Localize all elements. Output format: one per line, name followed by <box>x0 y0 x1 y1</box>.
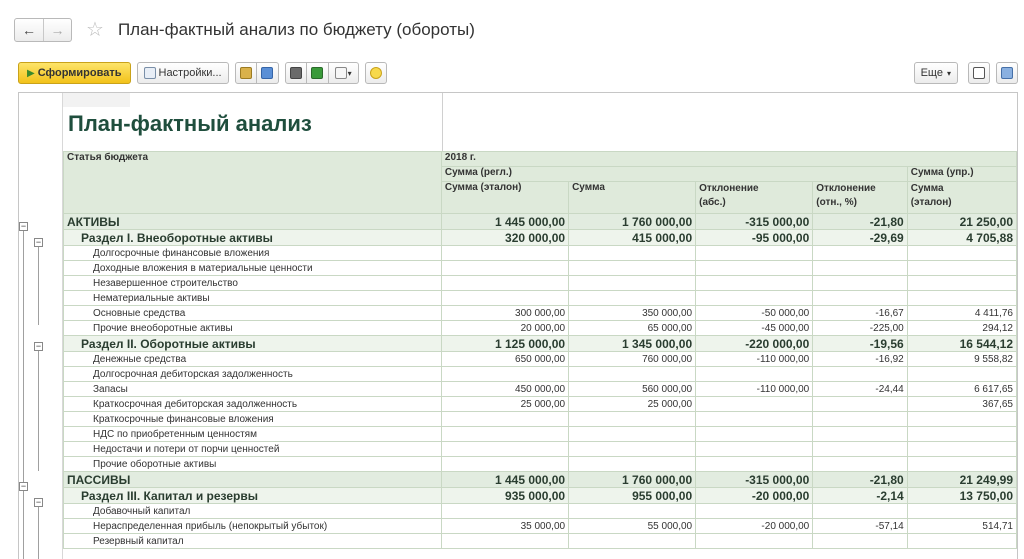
cell-etalon <box>441 457 568 472</box>
printer-icon <box>290 67 302 79</box>
row-label: НДС по приобретенным ценностям <box>64 427 442 442</box>
cell-etalon <box>441 412 568 427</box>
export-excel-icon <box>311 67 323 79</box>
cell-etalon: 320 000,00 <box>441 230 568 246</box>
table-row[interactable] <box>64 519 1017 534</box>
cell-mgmt: 4 411,76 <box>907 306 1016 321</box>
cell-dev-abs <box>696 397 813 412</box>
cell-sum: 25 000,00 <box>569 397 696 412</box>
cell-etalon <box>441 246 568 261</box>
cell-etalon <box>441 427 568 442</box>
row-label: Раздел III. Капитал и резервы <box>64 488 442 504</box>
cell-dev-abs: -20 000,00 <box>696 488 813 504</box>
more-button[interactable] <box>914 62 958 84</box>
chevron-down-icon: ▾ <box>347 68 352 78</box>
cell-dev-rel <box>813 246 907 261</box>
forward-button[interactable] <box>43 19 71 41</box>
cell-dev-rel <box>813 534 907 549</box>
cell-sum <box>569 504 696 519</box>
cell-dev-rel <box>813 442 907 457</box>
font-button[interactable] <box>329 62 359 84</box>
table-row[interactable] <box>64 442 1017 457</box>
cell-etalon <box>441 367 568 382</box>
cell-dev-abs <box>696 457 813 472</box>
table-row[interactable] <box>64 352 1017 367</box>
row-label: Прочие внеоборотные активы <box>64 321 442 336</box>
table-row[interactable] <box>64 246 1017 261</box>
table-row[interactable] <box>64 306 1017 321</box>
cell-dev-rel: -21,80 <box>813 472 907 488</box>
cell-dev-rel: -24,44 <box>813 382 907 397</box>
cell-etalon: 935 000,00 <box>441 488 568 504</box>
cell-dev-abs <box>696 291 813 306</box>
cell-etalon <box>441 276 568 291</box>
header-dev-rel: Отклонение (отн., %) <box>813 182 907 214</box>
cell-sum: 760 000,00 <box>569 352 696 367</box>
cell-dev-rel: -16,92 <box>813 352 907 367</box>
cell-mgmt: 21 249,99 <box>907 472 1016 488</box>
cell-dev-abs: -315 000,00 <box>696 214 813 230</box>
cell-dev-rel <box>813 291 907 306</box>
cell-mgmt <box>907 504 1016 519</box>
filter-icon <box>1001 67 1013 79</box>
table-row[interactable] <box>64 276 1017 291</box>
cell-sum <box>569 291 696 306</box>
more-label: Еще <box>920 67 943 79</box>
cell-sum: 560 000,00 <box>569 382 696 397</box>
settings-label: Настройки... <box>158 67 222 79</box>
cell-dev-rel <box>813 504 907 519</box>
cell-sum: 1 760 000,00 <box>569 472 696 488</box>
row-label: Запасы <box>64 382 442 397</box>
cell-etalon <box>441 442 568 457</box>
cell-mgmt: 294,12 <box>907 321 1016 336</box>
row-label: Незавершенное строительство <box>64 276 442 291</box>
table-row[interactable] <box>64 427 1017 442</box>
cell-dev-abs <box>696 276 813 291</box>
row-label: Резервный капитал <box>64 534 442 549</box>
row-label: Раздел I. Внеоборотные активы <box>64 230 442 246</box>
table-row[interactable] <box>64 291 1017 306</box>
header-sum-etalon: Сумма (эталон) <box>441 182 568 214</box>
row-label: Основные средства <box>64 306 442 321</box>
cell-mgmt: 6 617,65 <box>907 382 1016 397</box>
row-label: Добавочный капитал <box>64 504 442 519</box>
cell-etalon: 1 445 000,00 <box>441 472 568 488</box>
lightbulb-icon <box>370 67 382 79</box>
cell-dev-rel: -21,80 <box>813 214 907 230</box>
header-period: 2018 г. <box>441 152 1016 167</box>
output-button-group <box>285 62 359 84</box>
variant-save-icon <box>261 67 273 79</box>
cell-sum: 955 000,00 <box>569 488 696 504</box>
report-table <box>63 151 1017 549</box>
row-label: Долгосрочная дебиторская задолженность <box>64 367 442 382</box>
cell-dev-abs: -95 000,00 <box>696 230 813 246</box>
cell-dev-abs <box>696 427 813 442</box>
filter-button[interactable] <box>996 62 1018 84</box>
cell-dev-abs <box>696 534 813 549</box>
row-label: ПАССИВЫ <box>64 472 442 488</box>
report-header <box>63 93 443 151</box>
cell-sum <box>569 457 696 472</box>
cell-mgmt <box>907 291 1016 306</box>
print-button[interactable] <box>285 62 307 84</box>
cell-mgmt: 21 250,00 <box>907 214 1016 230</box>
header-article: Статья бюджета <box>64 152 442 214</box>
cell-etalon <box>441 261 568 276</box>
cell-sum: 415 000,00 <box>569 230 696 246</box>
cell-etalon: 35 000,00 <box>441 519 568 534</box>
cell-mgmt <box>907 367 1016 382</box>
cell-mgmt <box>907 276 1016 291</box>
cell-mgmt <box>907 427 1016 442</box>
cell-sum <box>569 261 696 276</box>
table-row[interactable] <box>64 382 1017 397</box>
cell-sum: 1 760 000,00 <box>569 214 696 230</box>
cell-sum <box>569 427 696 442</box>
table-row[interactable] <box>64 321 1017 336</box>
cell-mgmt: 4 705,88 <box>907 230 1016 246</box>
generate-button[interactable] <box>18 62 131 84</box>
cell-dev-rel <box>813 397 907 412</box>
generate-label: Сформировать <box>37 67 122 79</box>
table-row[interactable] <box>64 457 1017 472</box>
cell-mgmt: 514,71 <box>907 519 1016 534</box>
table-row[interactable] <box>64 488 1017 504</box>
table-row[interactable] <box>64 336 1017 352</box>
cell-sum <box>569 246 696 261</box>
calendar-button[interactable] <box>968 62 990 84</box>
font-size-icon <box>335 67 347 79</box>
collapse-section3-icon[interactable]: − <box>35 497 42 507</box>
row-label: АКТИВЫ <box>64 214 442 230</box>
settings-icon <box>144 67 156 79</box>
variant-button-group <box>235 62 279 84</box>
variant-load-icon <box>240 67 252 79</box>
cell-sum: 65 000,00 <box>569 321 696 336</box>
cell-etalon: 300 000,00 <box>441 306 568 321</box>
cell-dev-rel <box>813 427 907 442</box>
header-dev-abs: Отклонение (абс.) <box>696 182 813 214</box>
table-row[interactable] <box>64 214 1017 230</box>
cell-etalon <box>441 534 568 549</box>
cell-etalon: 1 125 000,00 <box>441 336 568 352</box>
cell-dev-rel: -19,56 <box>813 336 907 352</box>
row-label: Денежные средства <box>64 352 442 367</box>
cell-sum <box>569 412 696 427</box>
cell-dev-rel <box>813 412 907 427</box>
cell-etalon: 650 000,00 <box>441 352 568 367</box>
cell-mgmt: 13 750,00 <box>907 488 1016 504</box>
back-button[interactable] <box>15 19 43 41</box>
cell-mgmt <box>907 534 1016 549</box>
cell-dev-abs <box>696 412 813 427</box>
row-label: Нераспределенная прибыль (непокрытый убыток) <box>64 519 442 534</box>
row-label: Краткосрочные финансовые вложения <box>64 412 442 427</box>
cell-mgmt <box>907 442 1016 457</box>
row-label: Долгосрочные финансовые вложения <box>64 246 442 261</box>
cell-dev-abs: -110 000,00 <box>696 382 813 397</box>
chevron-down-icon: ▾ <box>946 68 951 78</box>
cell-dev-abs: -220 000,00 <box>696 336 813 352</box>
cell-sum: 1 345 000,00 <box>569 336 696 352</box>
cell-etalon: 450 000,00 <box>441 382 568 397</box>
cell-mgmt: 16 544,12 <box>907 336 1016 352</box>
cell-mgmt <box>907 261 1016 276</box>
navigation-group <box>14 18 72 42</box>
cell-sum: 55 000,00 <box>569 519 696 534</box>
table-row[interactable] <box>64 230 1017 246</box>
cell-dev-rel <box>813 457 907 472</box>
settings-button[interactable] <box>137 62 229 84</box>
cell-dev-rel: -29,69 <box>813 230 907 246</box>
cell-dev-rel <box>813 261 907 276</box>
table-row[interactable] <box>64 367 1017 382</box>
arrow-left-icon: ← <box>22 22 36 38</box>
title-bar <box>14 10 1014 50</box>
arrow-right-icon: → <box>50 22 65 38</box>
calendar-icon <box>973 67 985 79</box>
table-row[interactable] <box>64 504 1017 519</box>
cell-dev-rel: -16,67 <box>813 306 907 321</box>
favorite-star-icon[interactable]: ☆ <box>86 19 104 41</box>
cell-dev-rel <box>813 276 907 291</box>
export-button[interactable] <box>307 62 329 84</box>
cell-dev-abs <box>696 246 813 261</box>
header-sum-mgmt: Сумма (упр.) <box>907 167 1016 182</box>
load-variant-button[interactable] <box>235 62 257 84</box>
window-title: План-фактный анализ по бюджету (обороты) <box>117 20 475 39</box>
cell-dev-abs <box>696 442 813 457</box>
cell-dev-abs <box>696 504 813 519</box>
table-row[interactable] <box>64 397 1017 412</box>
cell-etalon: 1 445 000,00 <box>441 214 568 230</box>
cell-dev-rel: -57,14 <box>813 519 907 534</box>
cell-sum <box>569 276 696 291</box>
cell-dev-abs <box>696 261 813 276</box>
grouping-gutter <box>19 93 63 559</box>
row-label: Недостачи и потери от порчи ценностей <box>64 442 442 457</box>
report-title: План-фактный анализ <box>68 111 312 136</box>
cell-dev-abs: -315 000,00 <box>696 472 813 488</box>
cell-dev-rel: -2,14 <box>813 488 907 504</box>
cell-sum <box>569 367 696 382</box>
header-sum: Сумма <box>569 182 696 214</box>
cell-mgmt: 9 558,82 <box>907 352 1016 367</box>
cell-mgmt <box>907 412 1016 427</box>
cell-sum: 350 000,00 <box>569 306 696 321</box>
collapse-section2-icon[interactable]: − <box>35 341 42 351</box>
row-label: Прочие оборотные активы <box>64 457 442 472</box>
row-label: Нематериальные активы <box>64 291 442 306</box>
collapse-section1-icon[interactable]: − <box>35 237 42 247</box>
row-label: Доходные вложения в материальные ценности <box>64 261 442 276</box>
table-row[interactable] <box>64 412 1017 427</box>
cell-etalon: 20 000,00 <box>441 321 568 336</box>
cell-dev-rel <box>813 367 907 382</box>
save-variant-button[interactable] <box>257 62 279 84</box>
cell-mgmt <box>907 246 1016 261</box>
cell-dev-abs: -45 000,00 <box>696 321 813 336</box>
cell-mgmt <box>907 457 1016 472</box>
collapse-assets-icon[interactable]: − <box>20 221 27 231</box>
cell-dev-abs: -50 000,00 <box>696 306 813 321</box>
row-label: Краткосрочная дебиторская задолженность <box>64 397 442 412</box>
toolbar <box>18 60 1018 86</box>
cell-etalon <box>441 291 568 306</box>
table-row[interactable] <box>64 261 1017 276</box>
cell-etalon: 25 000,00 <box>441 397 568 412</box>
highlight-button[interactable] <box>365 62 387 84</box>
cell-dev-abs <box>696 367 813 382</box>
collapse-liabilities-icon[interactable]: − <box>20 481 27 491</box>
table-row[interactable] <box>64 472 1017 488</box>
play-icon: ▶ <box>27 67 35 79</box>
cell-dev-abs: -110 000,00 <box>696 352 813 367</box>
header-sum-mgmt-etalon: Сумма (эталон) <box>907 182 1016 214</box>
header-sum-reg: Сумма (регл.) <box>441 167 907 182</box>
cell-mgmt: 367,65 <box>907 397 1016 412</box>
cell-dev-abs: -20 000,00 <box>696 519 813 534</box>
row-label: Раздел II. Оборотные активы <box>64 336 442 352</box>
cell-dev-rel: -225,00 <box>813 321 907 336</box>
table-row[interactable] <box>64 534 1017 549</box>
cell-etalon <box>441 504 568 519</box>
cell-sum <box>569 442 696 457</box>
report-area <box>18 92 1018 559</box>
cell-sum <box>569 534 696 549</box>
